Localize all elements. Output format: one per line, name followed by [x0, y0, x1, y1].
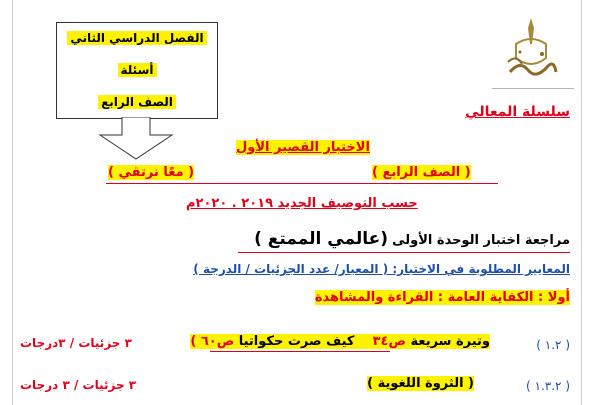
criteria-heading: المعايير المطلوبة في الاختبار: ( المعيار/ عدد الجزئيات / الدرجة ) — [193, 262, 570, 276]
competency-line: أولا : الكفاية العامة : القراءة والمشاهدة — [314, 290, 570, 305]
grade-underline — [106, 183, 498, 184]
book-label: ( معًا نرتقي ) — [108, 165, 195, 180]
down-arrow-icon — [96, 117, 176, 161]
item-score: ٣ جزئيات / ٣درجات — [20, 336, 132, 350]
series-logo-icon — [498, 14, 564, 82]
item-text: ( الثروة اللغوية ) — [367, 376, 474, 391]
grade-label: ( الصف الرابع ) — [372, 165, 471, 180]
item-number: ( ١.٣.٢ ) — [526, 379, 570, 393]
item-text: وتيرة سريعة ص٣٤ كيف صرت حكواتيا ص٦٠ ) — [190, 334, 490, 349]
header-box — [56, 22, 218, 119]
review-line — [254, 229, 570, 249]
series-name: سلسلة المعالي — [465, 104, 570, 120]
item-underline — [210, 351, 390, 352]
logo-divider — [492, 88, 574, 89]
review-underline — [238, 252, 570, 253]
semester-label: الفصل الدراسي الثاني — [57, 31, 217, 45]
unit-name: (عالمي الممتع ) — [254, 229, 388, 249]
grade-box-label: الصف الرابع — [57, 95, 217, 109]
item-number: ( ١.٢ ) — [536, 338, 570, 352]
quiz-title: الاختبار القصير الأول — [236, 140, 370, 155]
questions-label: أسئلة — [57, 63, 217, 77]
item-score: ٣ جزئيات / ٣ درجات — [20, 378, 137, 392]
review-prefix: مراجعة اختبار الوحدة الأولى — [392, 233, 570, 248]
curriculum-note: حسب التوصيف الجديد ٢٠١٩ . ٢٠٢٠م — [186, 196, 418, 211]
